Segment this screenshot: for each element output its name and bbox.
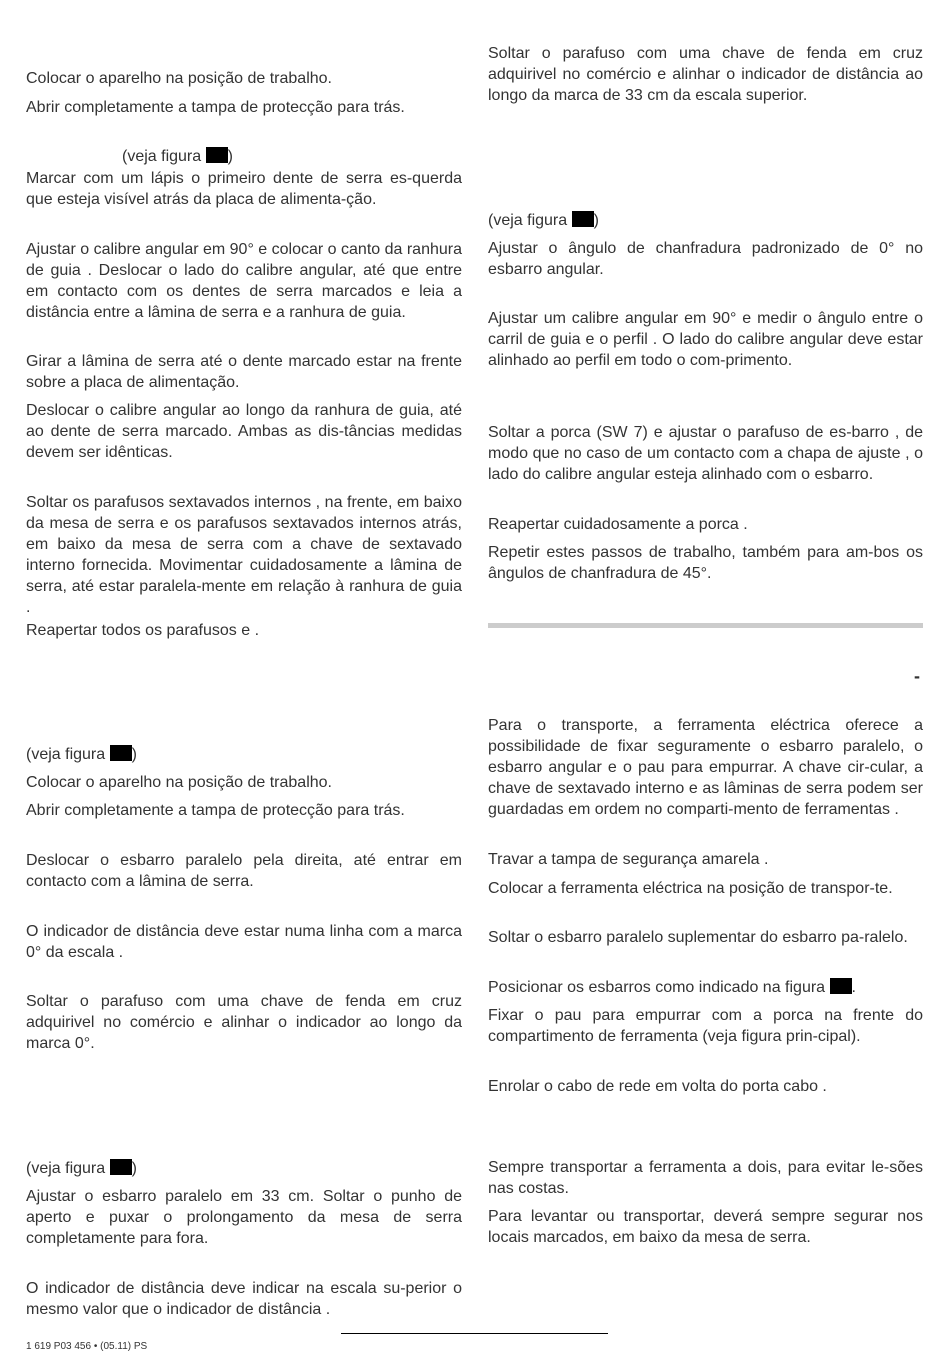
warning-two-persons: Sempre transportar a ferramenta a dois, para evitar le-sões nas costas.: [488, 1159, 923, 1197]
step-measure-angle: Ajustar um calibre angular em 90° e medir o ângulo entre o carril de guia e o perfil . O lado do calibre angular deve estar alinhado ao perfil em todo o com-primento.: [488, 310, 923, 369]
figure-number-box: [572, 211, 594, 227]
position-fences-text: Posicionar os esbarros como indicado na figura: [488, 979, 826, 996]
step-distance-indicator: O indicador de distância deve estar numa linha com a marca 0° da escala .: [26, 923, 462, 961]
figure-number-box: [110, 745, 132, 761]
figure-reference-label: (veja figura: [122, 148, 202, 165]
step-position-device: Colocar o aparelho na posição de trabalho.: [26, 70, 332, 87]
position-fences-close: .: [851, 979, 856, 996]
document-date: (05.11) PS: [100, 1341, 148, 1352]
step-loosen-screw: Soltar o parafuso com uma chave de fenda em cruz adquirivel no comércio e alinhar o indicador ao longo da marca 0°.: [26, 993, 462, 1052]
figure-reference: [26, 744, 462, 765]
step-mark-tooth: Marcar com um lápis o primeiro dente de serra es-querda que esteja visível atrás da placa de alimenta-ção.: [26, 170, 462, 208]
step-transport-position: Colocar a ferramenta eléctrica na posição de transpor-te.: [488, 880, 893, 897]
step-move-fence: Deslocar o esbarro paralelo pela direita, até entrar em contacto com a lâmina de serra.: [26, 852, 462, 890]
step-release-fence: Soltar o esbarro paralelo suplementar do esbarro pa-ralelo.: [488, 929, 908, 946]
figure-reference-label: (veja figura: [26, 1160, 106, 1177]
step-loosen-screws: Soltar os parafusos sextavados internos , na frente, em baixo da mesa de serra e os parafusos sextavados internos atrás, em baixo da mesa de serra com a chave de sextavado interno fornecida. Movimentar cuidadosamente a lâmina de serra, até estar paralela-mente em relação à ranhura de guia .: [26, 494, 462, 616]
section-divider: [488, 623, 923, 628]
warning-lift-points: Para levantar ou transportar, deverá sempre segurar nos locais marcados, em baixo da mesa de serra.: [488, 1208, 923, 1246]
step-move-gauge: Deslocar o calibre angular ao longo da ranhura de guia, até ao dente de serra marcado. Ambas as dis-tâncias medidas devem ser idênticas.: [26, 402, 462, 461]
footer-bullet: •: [93, 1341, 98, 1352]
step-rotate-blade: Girar a lâmina de serra até o dente marcado estar na frente sobre a placa de alimentação.: [26, 353, 462, 391]
step-set-fence-33cm: Ajustar o esbarro paralelo em 33 cm. Soltar o punho de aperto e puxar o prolongamento da mesa de serra completamente para fora.: [26, 1188, 462, 1247]
heading-dash: -: [914, 666, 920, 686]
document-code: 1 619 P03 456: [26, 1341, 92, 1352]
figure-number-box: [110, 1159, 132, 1175]
figure-reference: [26, 146, 462, 167]
step-open-cover: Abrir completamente a tampa de protecção para trás.: [26, 802, 405, 819]
transport-intro: Para o transporte, a ferramenta eléctrica oferece a possibilidade de fixar seguramente o esbarro paralelo, o esbarro angular e o pau para empurrar. A chave cir-cular, a chave de sextavado interno e as lâminas de serra podem ser guardadas em ordem no comparti-mento de ferramentas .: [488, 717, 923, 818]
step-angle-gauge: Ajustar o calibre angular em 90° e colocar o canto da ranhura de guia . Deslocar o lado do calibre angular, até que entre em contacto com os dentes de serra marcados e leia a distância entre a lâmina de serra e a ranhura de guia.: [26, 241, 462, 321]
figure-reference: [26, 1158, 462, 1179]
footer-rule: [341, 1333, 608, 1334]
figure-reference-close: ): [227, 148, 233, 165]
step-upper-scale: O indicador de distância deve indicar na escala su-perior o mesmo valor que o indicador de distância .: [26, 1280, 462, 1318]
step-open-cover: Abrir completamente a tampa de protecção para trás.: [26, 99, 405, 116]
footer: [26, 1341, 147, 1353]
figure-reference-close: ): [593, 212, 599, 229]
figure-reference-close: ): [131, 746, 137, 763]
step-retighten-screws: Reapertar todos os parafusos e .: [26, 622, 260, 639]
step-position-fences: [488, 977, 923, 998]
step-wind-cable: Enrolar o cabo de rede em volta do porta cabo .: [488, 1078, 827, 1095]
figure-reference-close: ): [131, 1160, 137, 1177]
step-retighten-nut: Reapertar cuidadosamente a porca .: [488, 516, 748, 533]
step-loosen-nut: Soltar a porca (SW 7) e ajustar o parafuso de es-barro , de modo que no caso de um contacto com a chapa de ajuste , o lado do calibre angular esteja alinhado com o esbarro.: [488, 424, 923, 483]
step-fix-push-stick: Fixar o pau para empurrar com a porca na frente do compartimento de ferramenta (veja figura prin-cipal).: [488, 1007, 923, 1045]
step-position-device: Colocar o aparelho na posição de trabalho.: [26, 774, 332, 791]
step-align-indicator: Soltar o parafuso com uma chave de fenda em cruz adquirivel no comércio e alinhar o indicador de distância ao longo da marca de 33 cm da escala superior.: [488, 45, 923, 104]
step-lock-cover: Travar a tampa de segurança amarela .: [488, 851, 769, 868]
figure-number-box: [830, 978, 852, 994]
step-repeat-45: Repetir estes passos de trabalho, também para am-bos os ângulos de chanfradura de 45°.: [488, 544, 923, 582]
figure-reference-label: (veja figura: [488, 212, 568, 229]
figure-reference: [488, 210, 923, 231]
figure-reference-label: (veja figura: [26, 746, 106, 763]
figure-number-box: [206, 147, 228, 163]
step-bevel-angle: Ajustar o ângulo de chanfradura padronizado de 0° no esbarro angular.: [488, 240, 923, 278]
